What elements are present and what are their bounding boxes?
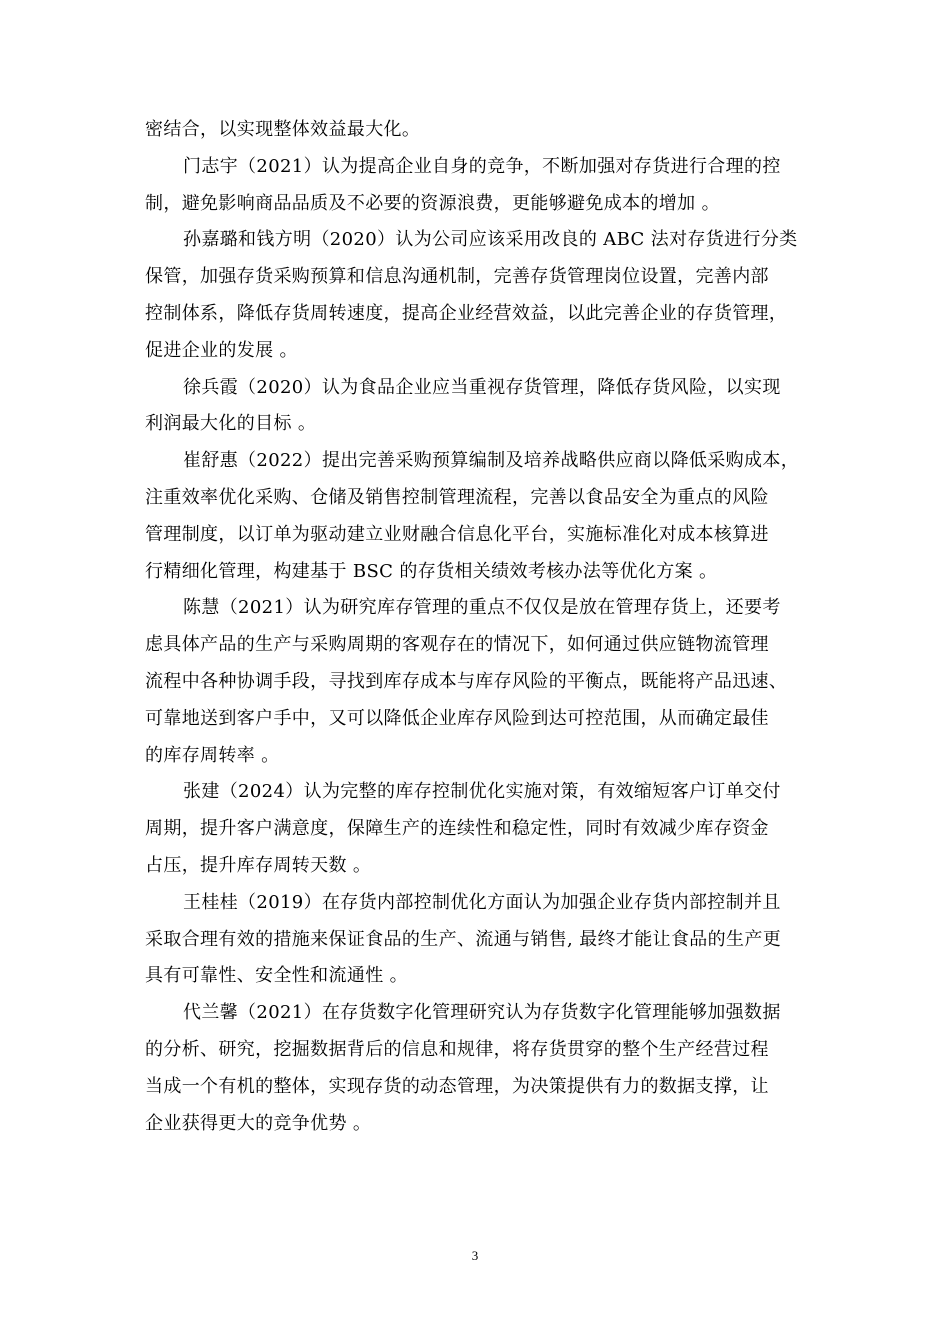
text-line: 孙嘉璐和钱方明（2020）认为公司应该采用改良的 ABC 法对存货进行分类 (183, 229, 798, 251)
text-line: 密结合，以实现整体效益最大化。 (145, 119, 421, 140)
text-line: 控制体系，降低存货周转速度，提高企业经营效益，以此完善企业的存货管理， (145, 302, 788, 324)
text-line: 王桂桂（2019）在存货内部控制优化方面认为加强企业存货内部控制并且 (183, 891, 781, 913)
text-line: 注重效率优化采购、仓储及销售控制管理流程，完善以食品安全为重点的风险 (145, 486, 769, 508)
text-line: 代兰馨（2021）在存货数字化管理研究认为存货数字化管理能够加强数据 (183, 1002, 781, 1024)
text-line: 利润最大化的目标 。 (145, 413, 317, 435)
text-line: 的分析、研究，挖掘数据背后的信息和规律，将存货贯穿的整个生产经营过程 (145, 1038, 769, 1060)
text-line: 陈慧（2021）认为研究库存管理的重点不仅仅是放在管理存货上，还要考 (183, 597, 781, 619)
text-line: 徐兵霞（2020）认为食品企业应当重视存货管理，降低存货风险，以实现 (183, 376, 781, 398)
text-line: 周期，提升客户满意度，保障生产的连续性和稳定性，同时有效减少库存资金 (145, 818, 769, 840)
text-line: 的库存周转率 。 (145, 744, 280, 766)
paragraph (145, 590, 809, 774)
text-line: 采取合理有效的措施来保证食品的生产、流通与销售, 最终才能让食品的生产更 (145, 928, 782, 950)
paragraph (145, 885, 809, 995)
text-line: 门志宇（2021）认为提高企业自身的竞争，不断加强对存货进行合理的控 (183, 155, 781, 177)
text-line: 企业获得更大的竞争优势 。 (145, 1112, 372, 1134)
text-line: 占压，提升库存周转天数 。 (145, 854, 372, 876)
paragraph (145, 443, 809, 590)
paragraph (145, 222, 809, 369)
text-line: 管理制度，以订单为驱动建立业财融合信息化平台，实施标准化对成本核算进 (145, 523, 769, 545)
paragraph (145, 112, 809, 149)
text-line: 张建（2024）认为完整的库存控制优化实施对策，有效缩短客户订单交付 (183, 781, 781, 803)
text-line: 虑具体产品的生产与采购周期的客观存在的情况下，如何通过供应链物流管理 (145, 634, 769, 656)
paragraph (145, 774, 809, 884)
body-text (145, 112, 809, 1142)
text-line: 流程中各种协调手段，寻找到库存成本与库存风险的平衡点，既能将产品迅速、 (145, 670, 788, 692)
text-line: 崔舒惠（2022）提出完善采购预算编制及培养战略供应商以降低采购成本， (183, 450, 800, 472)
page-number: 3 (471, 1248, 479, 1263)
text-line: 当成一个有机的整体，实现存货的动态管理，为决策提供有力的数据支撑，让 (145, 1075, 769, 1097)
text-line: 促进企业的发展 。 (145, 339, 298, 361)
paragraph (145, 370, 809, 444)
text-line: 可靠地送到客户手中，又可以降低企业库存风险到达可控范围，从而确定最佳 (145, 707, 769, 729)
text-line: 保管，加强存货采购预算和信息沟通机制，完善存货管理岗位设置，完善内部 (145, 266, 769, 288)
text-line: 行精细化管理，构建基于 BSC 的存货相关绩效考核办法等优化方案 。 (145, 560, 718, 582)
text-line: 具有可靠性、安全性和流通性 。 (145, 965, 408, 987)
paragraph (145, 995, 809, 1142)
paragraph (145, 149, 809, 223)
text-line: 制，避免影响商品品质及不必要的资源浪费，更能够避免成本的增加 。 (145, 192, 720, 214)
